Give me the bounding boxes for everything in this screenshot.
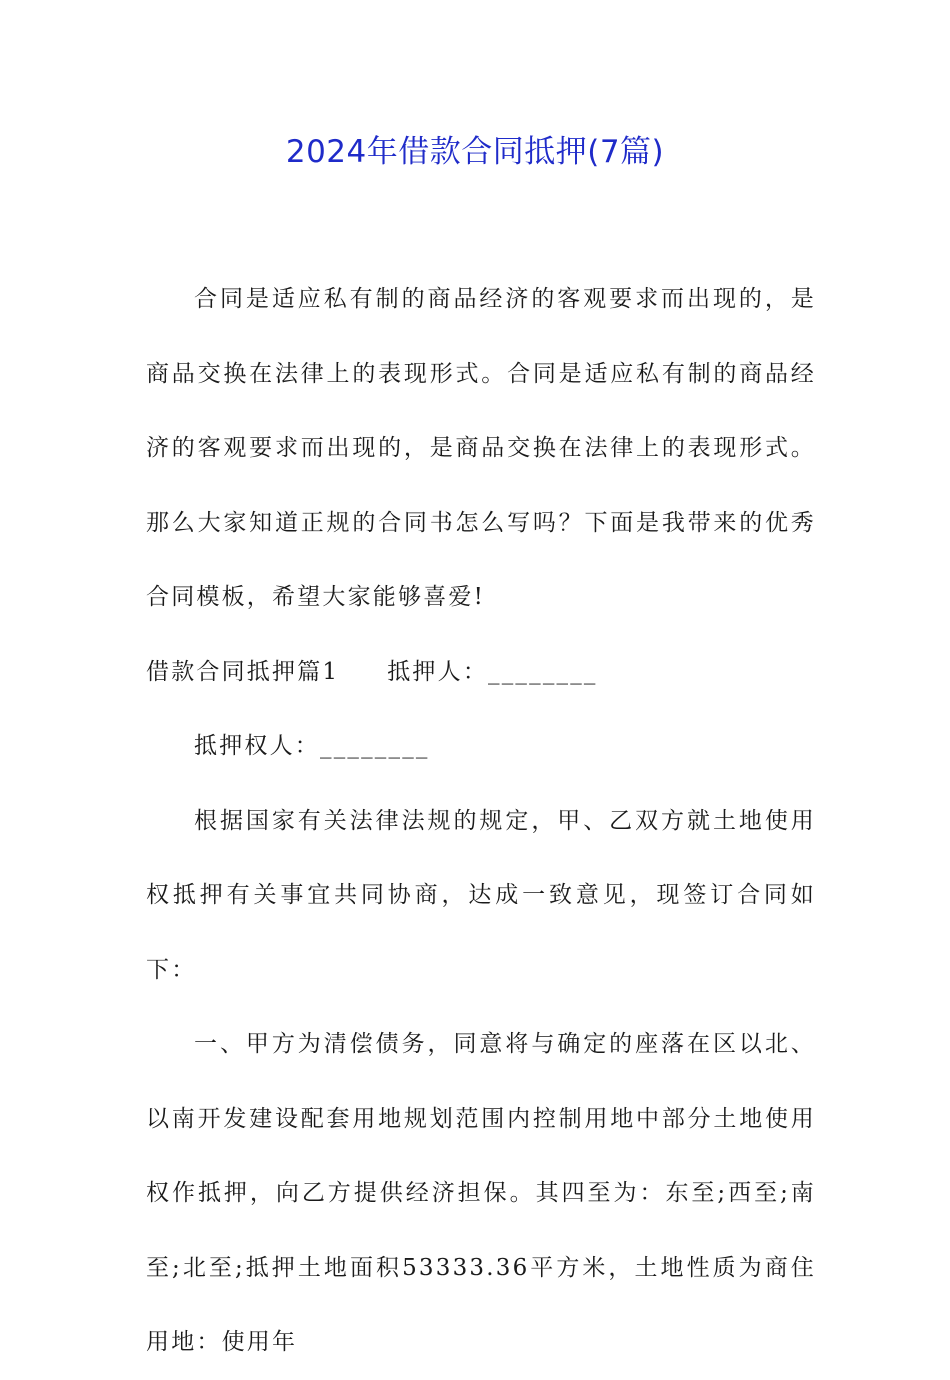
clause-1-paragraph: 一、甲方为清偿债务，同意将与确定的座落在区以北、以南开发建设配套用地规划范围内控制用地中部分土地使用权作抵押，向乙方提供经济担保。其四至为：东至;西至;南至;北至;抵押土地面积53333.36平方米，土地性质为商住用地：使用年 — [146, 1031, 816, 1355]
section-heading-line — [146, 635, 816, 710]
intro-paragraph: 合同是适应私有制的商品经济的客观要求而出现的，是商品交换在法律上的表现形式。合同是适应私有制的商品经济的客观要求而出现的，是商品交换在法律上的表现形式。那么大家知道正规的合同书怎么写吗？下面是我带来的优秀合同模板，希望大家能够喜爱! — [146, 286, 816, 610]
mortgagee-line: 抵押权人：________ — [194, 733, 430, 759]
mortgagor-field: 抵押人：________ — [387, 658, 598, 685]
document-body — [146, 262, 816, 1380]
basis-paragraph: 根据国家有关法律法规的规定，甲、乙双方就土地使用权抵押有关事宜共同协商，达成一致意见，现签订合同如下： — [146, 807, 816, 983]
section-heading: 借款合同抵押篇1 — [146, 658, 340, 685]
document-title: 2024年借款合同抵押(7篇) — [285, 134, 665, 170]
